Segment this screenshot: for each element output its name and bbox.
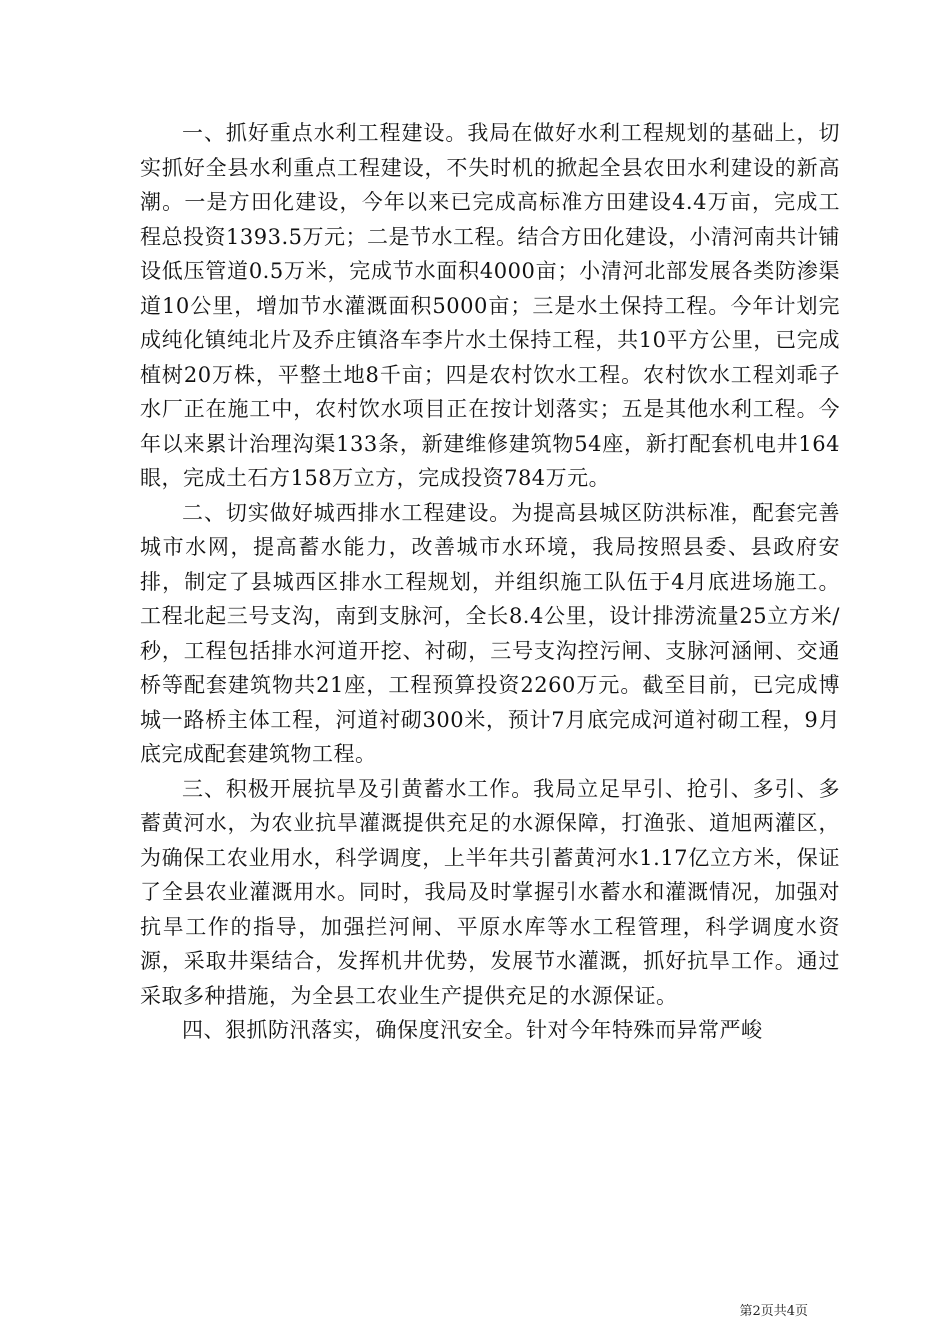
paragraph-4: 四、狠抓防汛落实，确保度汛安全。针对今年特殊而异常严峻	[182, 1018, 763, 1042]
paragraph-2: 二、切实做好城西排水工程建设。为提高县城区防洪标准，配套完善城市水网，提高蓄水能力，改善城市水环境，我局按照县委、县政府安排，制定了县城西区排水工程规划，并组织施工队伍于4月底进场施工。工程北起三号支沟，南到支脉河，全长8.4公里，设计排涝流量25立方米/秒，工程包括排水河道开挖、衬砌，三号支沟控污闸、支脉河涵闸、交通桥等配套建筑物共21座，工程预算投资2260万元。截至目前，已完成博城一路桥主体工程，河道衬砌300米，预计7月底完成河道衬砌工程，9月底完成配套建筑物工程。	[140, 500, 840, 766]
paragraph-1: 一、抓好重点水利工程建设。我局在做好水利工程规划的基础上，切实抓好全县水利重点工程建设，不失时机的掀起全县农田水利建设的新高潮。一是方田化建设，今年以来已完成高标准方田建设4.4万亩，完成工程总投资1393.5万元；二是节水工程。结合方田化建设，小清河南共计铺设低压管道0.5万米，完成节水面积4000亩；小清河北部发展各类防渗渠道10公里，增加节水灌溉面积5000亩；三是水土保持工程。今年计划完成纯化镇纯北片及乔庄镇洛车李片水土保持工程，共10平方公里，已完成植树20万株，平整土地8千亩；四是农村饮水工程。农村饮水工程刘乖子水厂正在施工中，农村饮水项目正在按计划落实；五是其他水利工程。今年以来累计治理沟渠133条，新建维修建筑物54座，新打配套机电井164眼，完成土石方158万立方，完成投资784万元。	[140, 121, 840, 490]
document-body	[140, 116, 840, 1048]
paragraph-3: 三、积极开展抗旱及引黄蓄水工作。我局立足早引、抢引、多引、多蓄黄河水，为农业抗旱灌溉提供充足的水源保障，打渔张、道旭两灌区，为确保工农业用水，科学调度，上半年共引蓄黄河水1.17亿立方米，保证了全县农业灌溉用水。同时，我局及时掌握引水蓄水和灌溉情况，加强对抗旱工作的指导，加强拦河闸、平原水库等水工程管理，科学调度水资源，采取井渠结合，发挥机井优势，发展节水灌溉，抓好抗旱工作。通过采取多种措施，为全县工农业生产提供充足的水源保证。	[140, 776, 840, 1008]
page-number-footer: 第2页共4页	[739, 1304, 808, 1319]
